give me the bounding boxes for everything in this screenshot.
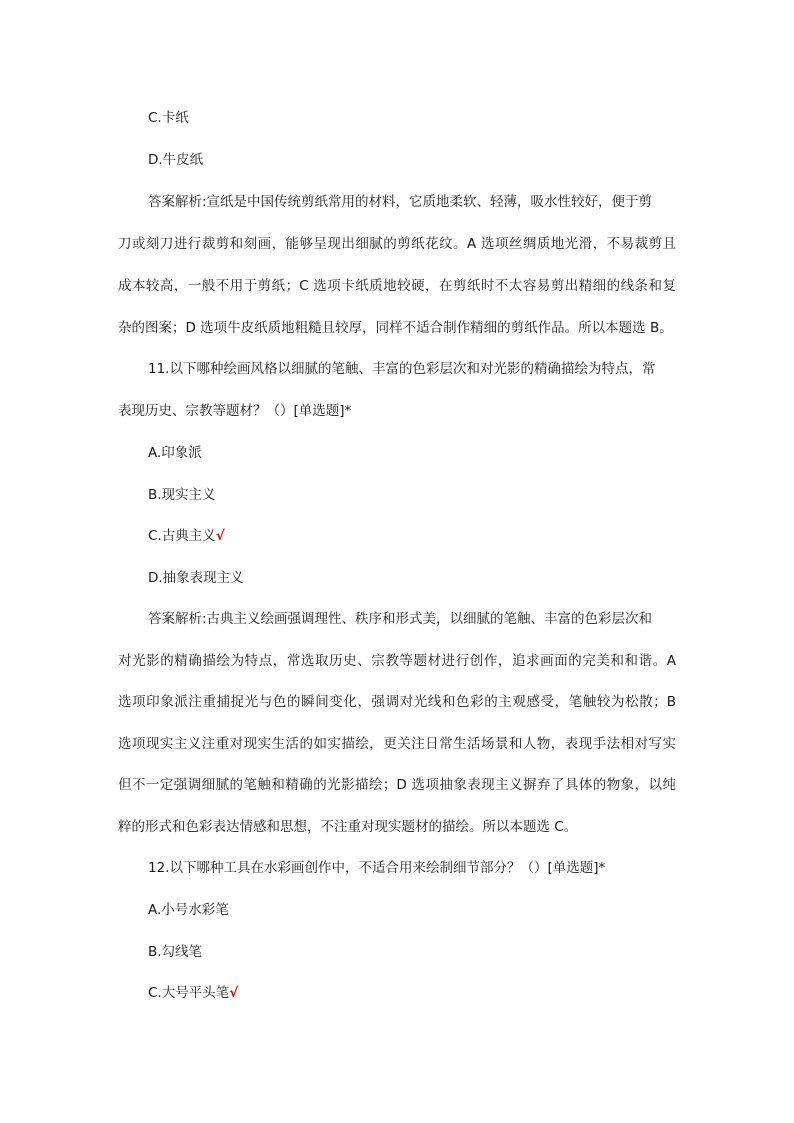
q11-option-c <box>0 526 794 546</box>
q11-option-a: A.印象派 <box>148 445 202 461</box>
q11-analysis-line-3: 选项印象派注重捕捉光与色的瞬间变化，强调对光线和色彩的主观感受，笔触较为松散；B <box>118 694 676 710</box>
q11-analysis-line-4: 选项现实主义注重对现实生活的如实描绘，更关注日常生活场景和人物，表现手法相对写实 <box>118 736 676 752</box>
q11-analysis-line-2: 对光影的精确描绘为特点，常选取历史、宗教等题材进行创作，追求画面的完美和和谐。A <box>118 653 676 669</box>
q11-analysis-line-5: 但不一定强调细腻的笔触和精确的光影描绘；D 选项抽象表现主义摒弃了具体的物象，以纯 <box>118 777 676 793</box>
q12-question: 12.以下哪种工具在水彩画创作中，不适合用来绘制细节部分？（）[单选题]* <box>148 860 606 876</box>
q11-option-c-label: C.古典主义 <box>148 528 216 544</box>
q10-analysis-line-1: 答案解析:宣纸是中国传统剪纸常用的材料，它质地柔软、轻薄，吸水性较好，便于剪 <box>148 194 653 210</box>
q11-option-b: B.现实主义 <box>148 487 216 503</box>
q10-option-d: D.牛皮纸 <box>148 152 204 168</box>
q10-analysis-line-3: 成本较高，一般不用于剪纸；C 选项卡纸质地较硬，在剪纸时不太容易剪出精细的线条和复 <box>118 278 676 294</box>
q11-analysis-line-1: 答案解析:古典主义绘画强调理性、秩序和形式美，以细腻的笔触、丰富的色彩层次和 <box>148 611 653 627</box>
q12-option-a: A.小号水彩笔 <box>148 902 229 918</box>
q11-question-line-2: 表现历史、宗教等题材？（）[单选题]* <box>118 403 352 419</box>
q12-option-b: B.勾线笔 <box>148 944 203 960</box>
q11-option-d: D.抽象表现主义 <box>148 570 244 586</box>
q11-question-line-1: 11.以下哪种绘画风格以细腻的笔触、丰富的色彩层次和对光影的精确描绘为特点，常 <box>148 361 656 377</box>
q10-analysis-line-4: 杂的图案；D 选项牛皮纸质地粗糙且较厚，同样不适合制作精细的剪纸作品。所以本题选 B。 <box>118 320 673 336</box>
correct-check-icon: √ <box>215 528 225 544</box>
q12-option-c <box>0 983 794 1003</box>
q10-analysis-line-2: 刀或刻刀进行裁剪和刻画，能够呈现出细腻的剪纸花纹。A 选项丝绸质地光滑，不易裁剪且 <box>118 236 676 252</box>
q12-option-c-label: C.大号平头笔 <box>148 985 230 1001</box>
q11-analysis-line-6: 粹的形式和色彩表达情感和思想，不注重对现实题材的描绘。所以本题选 C。 <box>118 819 578 835</box>
q10-option-c: C.卡纸 <box>148 110 189 126</box>
correct-check-icon: √ <box>229 985 239 1001</box>
